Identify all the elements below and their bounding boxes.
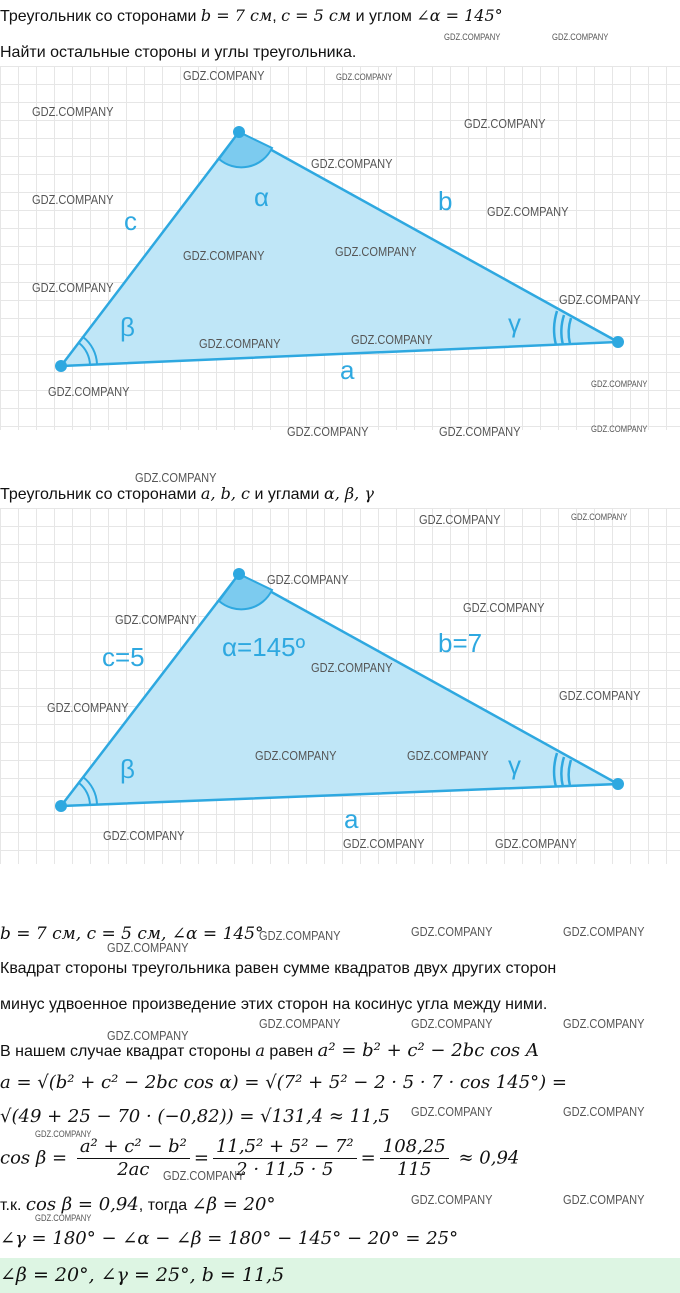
caption-2-text: Треугольник со сторонами [0,486,197,503]
case-formula: a² = b² + c² − 2bc cos A [317,1040,539,1061]
cos-lhs: cos β = [0,1147,68,1169]
intro-text: Треугольник со сторонами [0,8,197,25]
label-c: c=5 [102,642,145,672]
watermark: GDZ.COMPANY [163,1168,245,1183]
triangle-diagram-2 [0,508,680,864]
vertex-b [55,360,67,372]
watermark: GDZ.COMPANY [563,924,645,939]
watermark: GDZ.COMPANY [411,1016,493,1031]
given-b: b = 7 см [200,6,273,25]
label-a: a [340,355,355,385]
watermark: GDZ.COMPANY [48,384,130,399]
watermark: GDZ.COMPANY [464,116,546,131]
watermark: GDZ.COMPANY [591,424,648,434]
rule-line-1: Квадрат стороны треугольника равен сумме квадратов двух других сторон [0,960,557,977]
watermark: GDZ.COMPANY [411,924,493,939]
watermark: GDZ.COMPANY [571,512,628,522]
vertex-c [612,778,624,790]
watermark: GDZ.COMPANY [495,836,577,851]
watermark: GDZ.COMPANY [411,1104,493,1119]
vertex-a [233,126,245,138]
label-c: c [124,206,137,236]
watermark: GDZ.COMPANY [563,1192,645,1207]
beta-value: ∠β = 20° [191,1194,276,1215]
watermark: GDZ.COMPANY [335,244,417,259]
label-gamma: γ [508,750,521,780]
label-b: b [438,186,453,216]
watermark: GDZ.COMPANY [259,1016,341,1031]
watermark: GDZ.COMPANY [267,572,349,587]
case-text: В нашем случае квадрат стороны [0,1043,251,1060]
fraction-2-den: 2 · 11,5 · 5 [236,1159,334,1180]
vertex-c [612,336,624,348]
case-equals: равен [269,1043,314,1060]
fraction-1-num: a² + c² − b² [77,1136,190,1159]
watermark: GDZ.COMPANY [199,336,281,351]
watermark: GDZ.COMPANY [343,836,425,851]
watermark: GDZ.COMPANY [32,192,114,207]
rule-line-2: минус удвоенное произведение этих сторон на косинус угла между ними. [0,996,548,1013]
given-line: b = 7 см, c = 5 см, ∠α = 145° [0,924,264,944]
given-c: c = 5 см [281,6,352,25]
label-a: a [344,804,359,834]
label-b: b=7 [438,628,483,658]
case-line [0,1040,539,1061]
watermark: GDZ.COMPANY [35,1213,92,1223]
watermark: GDZ.COMPANY [47,700,129,715]
fraction-3 [380,1136,449,1181]
watermark: GDZ.COMPANY [311,660,393,675]
watermark: GDZ.COMPANY [107,940,189,955]
watermark: GDZ.COMPANY [115,612,197,627]
vertex-a [233,568,245,580]
intro-and: и углом [355,8,412,25]
watermark: GDZ.COMPANY [32,280,114,295]
watermark: GDZ.COMPANY [107,1028,189,1043]
answer-box [0,1258,680,1293]
watermark: GDZ.COMPANY [287,424,369,439]
beta-then: , тогда [138,1197,188,1214]
watermark: GDZ.COMPANY [563,1104,645,1119]
watermark: GDZ.COMPANY [563,1016,645,1031]
fraction-1-den: 2ac [117,1159,150,1180]
watermark: GDZ.COMPANY [32,104,114,119]
watermark: GDZ.COMPANY [135,470,217,485]
watermark: GDZ.COMPANY [439,424,521,439]
watermark: GDZ.COMPANY [591,379,648,389]
watermark: GDZ.COMPANY [552,32,609,42]
answer-text: ∠β = 20°, ∠γ = 25°, b = 11,5 [0,1264,285,1286]
given-alpha: ∠α = 145° [416,6,503,25]
caption-2-sides: a, b, c [200,484,250,503]
watermark: GDZ.COMPANY [411,1192,493,1207]
intro-line-2: Найти остальные стороны и углы треугольника. [0,44,357,61]
label-alpha: α=145º [222,632,306,662]
watermark: GDZ.COMPANY [487,204,569,219]
beta-line [0,1194,275,1215]
watermark: GDZ.COMPANY [311,156,393,171]
intro-line-1: Треугольник со сторонами b = 7 см, c = 5 см и углом ∠α = 145° [0,6,503,25]
watermark: GDZ.COMPANY [255,748,337,763]
calc-a-line-2: √(49 + 25 − 70 · (−0,82)) = √131,4 ≈ 11,5 [0,1106,390,1127]
watermark: GDZ.COMPANY [559,292,641,307]
watermark: GDZ.COMPANY [336,72,393,82]
label-beta: β [120,754,135,784]
watermark: GDZ.COMPANY [444,32,501,42]
label-beta: β [120,312,135,342]
label-alpha: α [254,182,270,212]
watermark: GDZ.COMPANY [419,512,501,527]
watermark: GDZ.COMPANY [103,828,185,843]
vertex-b [55,800,67,812]
gamma-line: ∠γ = 180° − ∠α − ∠β = 180° − 145° − 20° = 25° [0,1228,459,1249]
case-var: a [255,1041,265,1060]
beta-text: т.к. [0,1197,22,1214]
caption-2-and: и углами [254,486,320,503]
caption-2 [0,484,374,504]
watermark: GDZ.COMPANY [183,248,265,263]
cos-beta-line: cos β = $\frac{\text{a² + c² − b²}}{2ac}$ = $\frac{\text{11,5² + 5² − 7²}}{2 \cdot 11,5 \cdot 5}$ = $\frac{108,25}{115}$ ≈ 0,94 [0,1136,520,1180]
watermark: GDZ.COMPANY [35,1129,92,1139]
caption-2-angles: α, β, γ [323,484,374,503]
figure-2 [0,508,680,864]
watermark: GDZ.COMPANY [407,748,489,763]
watermark: GDZ.COMPANY [183,68,265,83]
watermark: GDZ.COMPANY [351,332,433,347]
beta-cos: cos β = 0,94 [25,1194,139,1215]
cos-result: ≈ 0,94 [458,1147,520,1169]
label-gamma: γ [508,308,521,338]
fraction-3-den: 115 [397,1159,432,1180]
fraction-3-num: 108,25 [380,1136,449,1159]
watermark: GDZ.COMPANY [259,928,341,943]
calc-a-line-1: a = √(b² + c² − 2bc cos α) = √(7² + 5² − 2 · 5 · 7 · cos 145°) = [0,1072,567,1093]
watermark: GDZ.COMPANY [463,600,545,615]
fraction-2-num: 11,5² + 5² − 7² [213,1136,357,1159]
watermark: GDZ.COMPANY [559,688,641,703]
